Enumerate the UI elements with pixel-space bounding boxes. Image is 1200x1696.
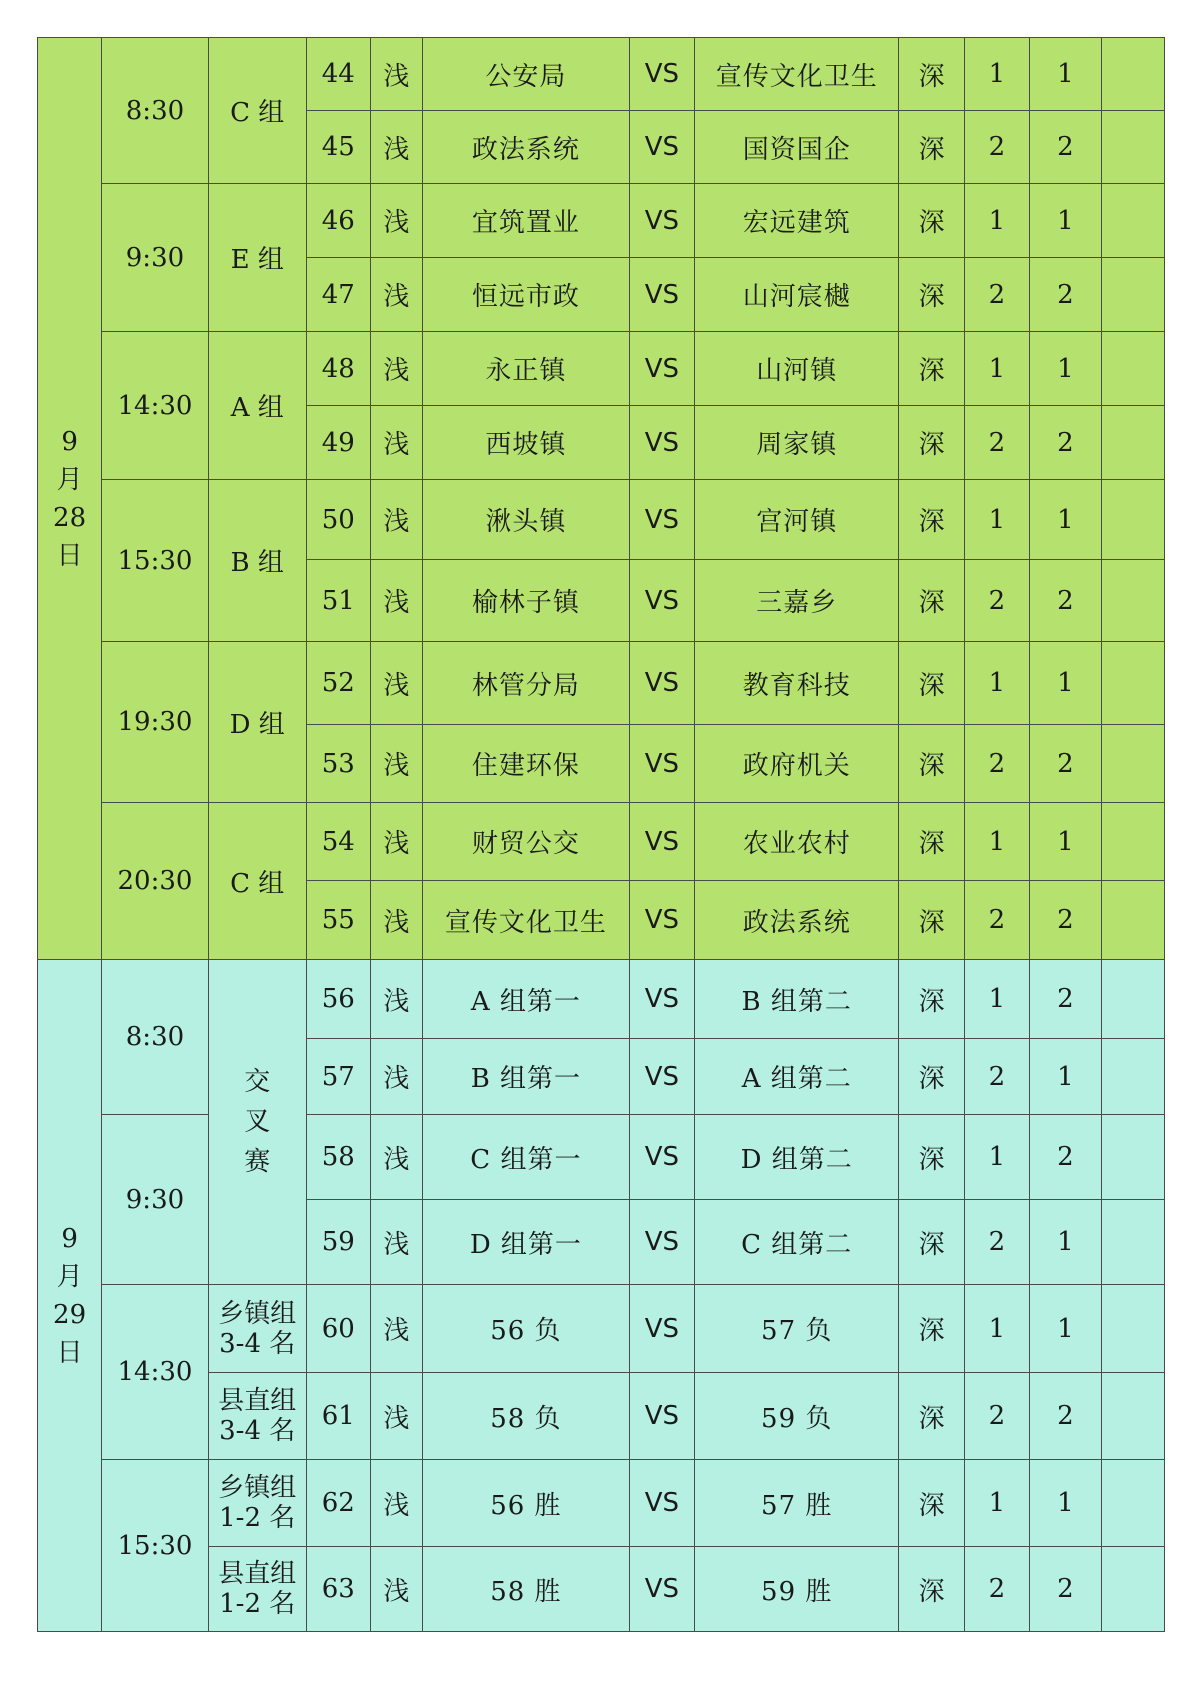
time-cell: 14:30 [102,1285,209,1460]
vs-label: VS [629,38,694,111]
light-jersey: 浅 [370,332,422,406]
col-value-1: 1 [964,1460,1029,1547]
home-team: 政法系统 [423,111,630,184]
match-row [38,642,1165,725]
match-number: 56 [306,960,370,1039]
col-value-2: 1 [1030,803,1102,881]
away-team: 宣传文化卫生 [694,38,899,111]
col-value-1: 1 [964,1115,1029,1200]
col-value-1: 2 [964,1547,1029,1632]
col-value-2: 1 [1030,1285,1102,1373]
col-value-1: 1 [964,803,1029,881]
match-row [38,960,1165,1039]
col-value-2: 2 [1030,960,1102,1039]
group-cell: A 组 [208,332,306,480]
light-jersey: 浅 [370,1547,422,1632]
col-value-1: 2 [964,725,1029,803]
col-value-1: 2 [964,111,1029,184]
empty-cell [1101,184,1164,258]
away-team: 59 负 [694,1373,899,1460]
match-row [38,480,1165,560]
home-team: B 组第一 [423,1039,630,1115]
match-number: 50 [306,480,370,560]
col-value-1: 1 [964,960,1029,1039]
col-value-2: 2 [1030,406,1102,480]
light-jersey: 浅 [370,960,422,1039]
col-value-2: 1 [1030,184,1102,258]
col-value-1: 2 [964,881,1029,960]
empty-cell [1101,960,1164,1039]
dark-jersey: 深 [899,881,964,960]
col-value-1: 1 [964,642,1029,725]
group-cell: B 组 [208,480,306,642]
group-cell-crossover: 交 叉 赛 [208,960,306,1285]
away-team: 周家镇 [694,406,899,480]
dark-jersey: 深 [899,1547,964,1632]
light-jersey: 浅 [370,184,422,258]
col-value-1: 1 [964,480,1029,560]
match-number: 45 [306,111,370,184]
col-value-1: 2 [964,1200,1029,1285]
dark-jersey: 深 [899,1039,964,1115]
col-value-2: 2 [1030,111,1102,184]
home-team: 宜筑置业 [423,184,630,258]
dark-jersey: 深 [899,480,964,560]
empty-cell [1101,803,1164,881]
match-number: 55 [306,881,370,960]
home-team: 住建环保 [423,725,630,803]
match-number: 58 [306,1115,370,1200]
home-team: A 组第一 [423,960,630,1039]
group-cell: 县直组 1-2 名 [208,1547,306,1632]
match-number: 48 [306,332,370,406]
away-team: 山河镇 [694,332,899,406]
home-team: 宣传文化卫生 [423,881,630,960]
col-value-2: 1 [1030,642,1102,725]
home-team: 58 胜 [423,1547,630,1632]
away-team: 59 胜 [694,1547,899,1632]
empty-cell [1101,38,1164,111]
col-value-1: 2 [964,406,1029,480]
match-row [38,1285,1165,1373]
dark-jersey: 深 [899,1200,964,1285]
match-number: 52 [306,642,370,725]
light-jersey: 浅 [370,803,422,881]
group-cell: 县直组 3-4 名 [208,1373,306,1460]
group-cell: C 组 [208,38,306,184]
home-team: 财贸公交 [423,803,630,881]
vs-label: VS [629,184,694,258]
match-number: 61 [306,1373,370,1460]
away-team: 宏远建筑 [694,184,899,258]
vs-label: VS [629,1200,694,1285]
vs-label: VS [629,1039,694,1115]
home-team: 永正镇 [423,332,630,406]
match-number: 57 [306,1039,370,1115]
empty-cell [1101,1039,1164,1115]
empty-cell [1101,1373,1164,1460]
vs-label: VS [629,480,694,560]
dark-jersey: 深 [899,560,964,642]
col-value-1: 2 [964,1373,1029,1460]
match-number: 47 [306,258,370,332]
home-team: 56 胜 [423,1460,630,1547]
vs-label: VS [629,1115,694,1200]
vs-label: VS [629,960,694,1039]
date-cell-day1: 9 月 28 日 [38,38,102,960]
vs-label: VS [629,1285,694,1373]
match-number: 51 [306,560,370,642]
empty-cell [1101,560,1164,642]
light-jersey: 浅 [370,725,422,803]
vs-label: VS [629,642,694,725]
dark-jersey: 深 [899,1115,964,1200]
empty-cell [1101,642,1164,725]
match-number: 59 [306,1200,370,1285]
vs-label: VS [629,1373,694,1460]
home-team: 林管分局 [423,642,630,725]
light-jersey: 浅 [370,480,422,560]
dark-jersey: 深 [899,803,964,881]
home-team: C 组第一 [423,1115,630,1200]
vs-label: VS [629,332,694,406]
home-team: 榆林子镇 [423,560,630,642]
away-team: 政府机关 [694,725,899,803]
away-team: 57 胜 [694,1460,899,1547]
home-team: D 组第一 [423,1200,630,1285]
group-cell: 乡镇组 3-4 名 [208,1285,306,1373]
match-number: 54 [306,803,370,881]
col-value-2: 1 [1030,1460,1102,1547]
col-value-2: 1 [1030,38,1102,111]
col-value-2: 2 [1030,560,1102,642]
col-value-2: 2 [1030,258,1102,332]
light-jersey: 浅 [370,560,422,642]
match-number: 60 [306,1285,370,1373]
vs-label: VS [629,725,694,803]
col-value-2: 2 [1030,1115,1102,1200]
empty-cell [1101,480,1164,560]
col-value-1: 1 [964,38,1029,111]
col-value-1: 1 [964,184,1029,258]
away-team: C 组第二 [694,1200,899,1285]
away-team: 国资国企 [694,111,899,184]
group-cell: E 组 [208,184,306,332]
col-value-2: 1 [1030,480,1102,560]
vs-label: VS [629,1547,694,1632]
away-team: A 组第二 [694,1039,899,1115]
vs-label: VS [629,560,694,642]
dark-jersey: 深 [899,1373,964,1460]
match-number: 63 [306,1547,370,1632]
dark-jersey: 深 [899,258,964,332]
light-jersey: 浅 [370,111,422,184]
light-jersey: 浅 [370,1039,422,1115]
group-cell: D 组 [208,642,306,803]
match-schedule-table [37,37,1165,1632]
time-cell: 15:30 [102,1460,209,1632]
empty-cell [1101,1200,1164,1285]
empty-cell [1101,332,1164,406]
dark-jersey: 深 [899,960,964,1039]
away-team: 57 负 [694,1285,899,1373]
time-cell: 15:30 [102,480,209,642]
light-jersey: 浅 [370,642,422,725]
group-cell: C 组 [208,803,306,960]
match-row [38,38,1165,111]
empty-cell [1101,406,1164,480]
empty-cell [1101,725,1164,803]
time-cell: 19:30 [102,642,209,803]
away-team: 教育科技 [694,642,899,725]
col-value-2: 2 [1030,1373,1102,1460]
time-cell: 8:30 [102,960,209,1115]
away-team: D 组第二 [694,1115,899,1200]
home-team: 58 负 [423,1373,630,1460]
match-number: 53 [306,725,370,803]
col-value-1: 1 [964,1285,1029,1373]
away-team: 山河宸樾 [694,258,899,332]
away-team: 农业农村 [694,803,899,881]
col-value-2: 2 [1030,881,1102,960]
match-number: 44 [306,38,370,111]
away-team: 政法系统 [694,881,899,960]
col-value-1: 2 [964,1039,1029,1115]
light-jersey: 浅 [370,406,422,480]
empty-cell [1101,1115,1164,1200]
empty-cell [1101,1460,1164,1547]
col-value-2: 1 [1030,1039,1102,1115]
home-team: 西坡镇 [423,406,630,480]
dark-jersey: 深 [899,1285,964,1373]
time-cell: 8:30 [102,38,209,184]
time-cell: 14:30 [102,332,209,480]
dark-jersey: 深 [899,332,964,406]
dark-jersey: 深 [899,111,964,184]
match-row [38,1460,1165,1547]
light-jersey: 浅 [370,1200,422,1285]
col-value-2: 1 [1030,1200,1102,1285]
col-value-2: 2 [1030,1547,1102,1632]
vs-label: VS [629,406,694,480]
col-value-1: 2 [964,560,1029,642]
light-jersey: 浅 [370,1115,422,1200]
match-row [38,184,1165,258]
away-team: 三嘉乡 [694,560,899,642]
vs-label: VS [629,881,694,960]
time-cell: 9:30 [102,1115,209,1285]
empty-cell [1101,1285,1164,1373]
vs-label: VS [629,1460,694,1547]
col-value-2: 1 [1030,332,1102,406]
group-cell: 乡镇组 1-2 名 [208,1460,306,1547]
away-team: 宫河镇 [694,480,899,560]
away-team: B 组第二 [694,960,899,1039]
dark-jersey: 深 [899,725,964,803]
light-jersey: 浅 [370,881,422,960]
match-row [38,1115,1165,1200]
light-jersey: 浅 [370,1460,422,1547]
time-cell: 20:30 [102,803,209,960]
match-row [38,332,1165,406]
vs-label: VS [629,111,694,184]
dark-jersey: 深 [899,1460,964,1547]
match-number: 46 [306,184,370,258]
home-team: 公安局 [423,38,630,111]
vs-label: VS [629,803,694,881]
col-value-1: 2 [964,258,1029,332]
dark-jersey: 深 [899,642,964,725]
empty-cell [1101,881,1164,960]
dark-jersey: 深 [899,184,964,258]
home-team: 湫头镇 [423,480,630,560]
empty-cell [1101,258,1164,332]
vs-label: VS [629,258,694,332]
home-team: 恒远市政 [423,258,630,332]
home-team: 56 负 [423,1285,630,1373]
light-jersey: 浅 [370,1373,422,1460]
time-cell: 9:30 [102,184,209,332]
match-number: 49 [306,406,370,480]
light-jersey: 浅 [370,258,422,332]
light-jersey: 浅 [370,1285,422,1373]
match-number: 62 [306,1460,370,1547]
light-jersey: 浅 [370,38,422,111]
dark-jersey: 深 [899,38,964,111]
empty-cell [1101,1547,1164,1632]
match-row [38,803,1165,881]
col-value-2: 2 [1030,725,1102,803]
date-cell-day2: 9 月 29 日 [38,960,102,1632]
dark-jersey: 深 [899,406,964,480]
empty-cell [1101,111,1164,184]
col-value-1: 1 [964,332,1029,406]
